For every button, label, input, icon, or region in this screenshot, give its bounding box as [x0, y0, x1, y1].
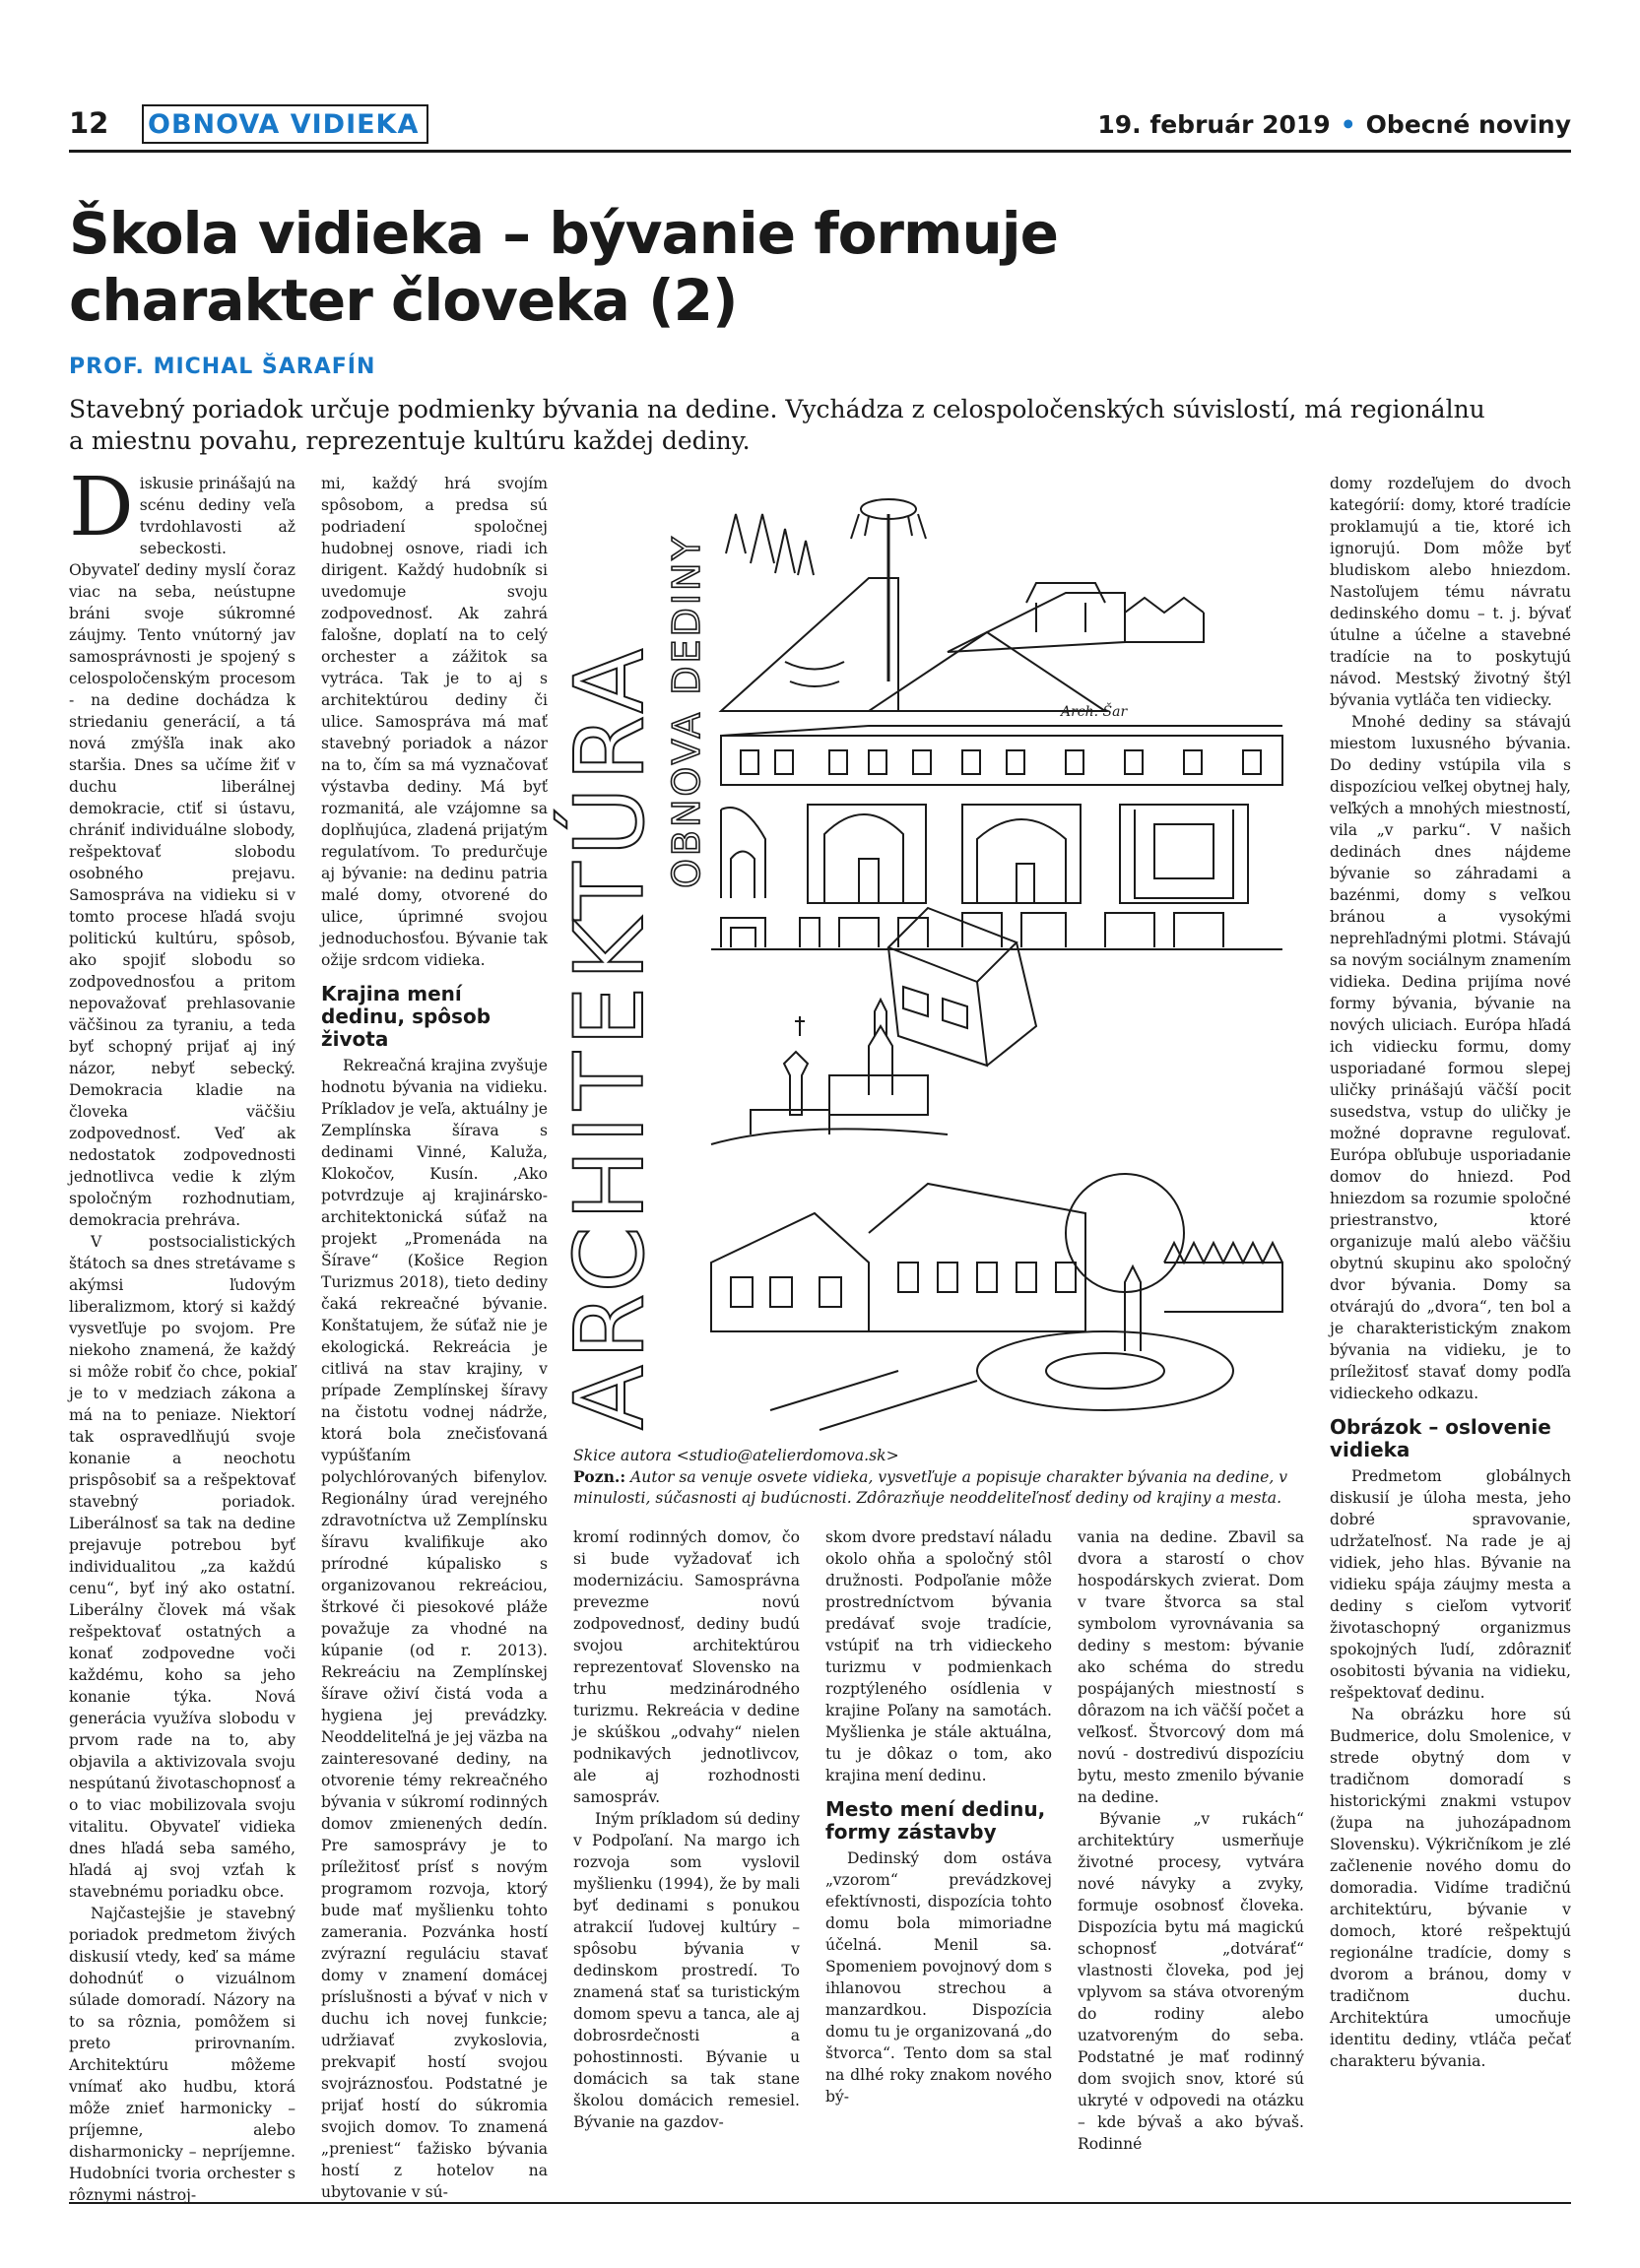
- paragraph: domy rozdeľujem do dvoch kategórií: domy, ktoré tradície proklamujú a tie, ktoré ich ignorujú. Dom môže byť bludiskom alebo hniezdom. Nastoľujem tému návratu dedinského domu – t. j. bývať útulne a účelne a stavebné tradície na to poskytujú návod. Mestský životný štýl bývania vytláča ten vidiecky.: [1330, 475, 1571, 709]
- text-column-6: [1330, 473, 1571, 2072]
- text-column-3: [573, 1526, 800, 2133]
- header-rule: [69, 150, 1571, 153]
- paragraph: Diskusie prinášajú na scénu dediny veľa tvrdohlavosti až sebeckosti. Obyvateľ dediny myslí čoraz viac na seba, neústupne bráni svoje súkromné záujmy. Tento vnútorný jav samosprávnosti je spojený s celospoločenským procesom - na dedine dochádza k striedaniu generácií, a tá nová zmýšľa inak ako staršia. Dnes sa učíme žiť v duchu liberálnej demokracie, ctiť si ústavu, chrániť individuálne slobody, rešpektovať slobodu osobného prejavu. Samospráva na vidieku si v tomto procese hľadá svoju politickú kultúru, spôsob, ako spojiť slobodu so zodpovednosťou a pritom nepovažovať prehlasovanie väčšinou za tyraniu, a teda byť schopný prijať aj iný názor, nebyť sebecký. Demokracia kladie na človeka väčšiu zodpovednosť. Veď ak nedostatok zodpovednosti jednotlivca vedie k zlým spoločným rozhodnutiam, demokracia prehráva.: [69, 461, 295, 1229]
- paragraph: skom dvore predstaví náladu okolo ohňa a spoločný stôl družnosti. Podpoľanie môže prostredníctvom bývania predávať svoje tradície, vstúpiť na trh vidieckeho turizmu v podmienkach rozptýleného osídlenia v krajine Poľany na samotách. Myšlienka je stále aktuálna, tu je dôkaz o tom, ako krajina mení dedinu.: [825, 1528, 1052, 1784]
- paragraph: Najčastejšie je stavebný poriadok predmetom živých diskusií vtedy, keď sa máme dohodnúť o vizuálnom súlade domoradí. Názory na to sa rôznia, pomôžem si preto prirovnaním. Architektúru môžeme vnímať ako hudbu, ktorá môže znieť harmonicky – príjemne, alebo disharmonicky – nepríjemne. Hudobníci tvoria orchester s rôznymi nástroj-: [69, 1905, 295, 2204]
- subheading: Obrázok – oslovenie vidieka: [1330, 1415, 1551, 1461]
- paragraph: Na obrázku hore sú Budmerice, dolu Smolenice, v strede obytný dom v tradičnom domoradí s historickými znakmi vstupov (župa na juhozápadnom Slovensku). Výkričníkom je zlé začlenenie nového domu do domoradia. Vidíme tradičnú architektúru, bývanie v domoch, ktoré rešpektujú regionálne tradície, domy s dvorom a bránou, domy v tradičnom duchu. Architektúra umocňuje identitu dediny, vtláča pečať charakteru bývania.: [1330, 1706, 1571, 2070]
- publication-name: Obecné noviny: [1365, 110, 1571, 139]
- paragraph: Predmetom globálnych diskusií je úloha mesta, jeho dobré spravovanie, udržateľnosť. Na rade je aj vidiek, jeho hlas. Bývanie na vidieku spája záujmy mesta a dediny s cieľom vytvoriť životaschopný organizmus spokojných ľudí, zdôrazniť osobitosti bývania na vidieku, rešpektovať dedinu.: [1330, 1467, 1571, 1702]
- section-label: OBNOVA VIDIEKA: [142, 104, 428, 144]
- text-column-5: [1078, 1526, 1304, 2155]
- article-lead: Stavebný poriadok určuje podmienky bývania na dedine. Vychádza z celospoločenských súvislostí, má regionálnu a miestnu povahu, reprezentuje kultúru každej dediny.: [69, 395, 1485, 455]
- article-author: PROF. MICHAL ŠARAFÍN: [69, 355, 376, 379]
- text-column-2: [321, 473, 548, 2203]
- caption-note: Pozn.: Autor sa venuje osvete vidieka, vysvetľuje a popisuje charakter bývania na dedine, v minulosti, súčasnosti aj budúcnosti. Zdôrazňuje neoddeliteľnosť dediny od krajiny a mesta.: [573, 1467, 1288, 1507]
- caption-note-label: Pozn.:: [573, 1467, 626, 1486]
- footer-rule: [69, 2202, 1571, 2204]
- header-info: [1097, 110, 1571, 139]
- page-header: [69, 106, 1571, 150]
- paragraph: mi, každý hrá svojím spôsobom, a predsa sú podriadení spoločnej hudobnej osnove, riadi ich dirigent. Každý hudobník si uvedomuje svoju zodpovednosť. Ak zahrá falošne, doplatí na to celý orchester a zážitok sa vytráca. Tak je to aj s architektúrou dediny či ulice. Samospráva má mať stavebný poriadok a názor na to, čím sa má vyznačovať výstavba dediny. Má byť rozmanitá, ale vzájomne sa doplňujúca, zladená prijatým regulatívom. To predurčuje aj bývanie: na dedinu patria malé domy, otvorené do ulice, úprimné svojou jednoduchosťou. Bývanie tak ožije srdcom vidieka.: [321, 475, 548, 969]
- text-column-1: [69, 461, 295, 2206]
- architecture-sketch-illustration: [555, 485, 1302, 1442]
- caption-credit: Skice autora <studio@atelierdomova.sk>: [573, 1447, 899, 1464]
- paragraph: Iným príkladom sú dediny v Podpoľaní. Na margo ich rozvoja som vyslovil myšlienku (1994), že by mali byť dedinami s ponukou atrakcií ľudovej kultúry – spôsobu bývania v dedinskom prostredí. To znamená stať sa turistickým domom spevu a tanca, ale aj dobrosrdečnosti a pohostinnosti. Bývanie u domácich sa tak stane školou domácich remesiel. Bývanie na gazdov-: [573, 1810, 800, 2131]
- paragraph: kromí rodinných domov, čo si bude vyžadovať ich modernizáciu. Samosprávna prevezme novú zodpovednosť, dediny budú svojou architektúrou reprezentovať Slovensko na trhu medzinárodného turizmu. Rekreácia v dedine je skúškou „odvahy“ nielen podnikavých jednotlivcov, ale aj rozhodnosti samospráv.: [573, 1528, 800, 1806]
- page-number: 12: [69, 106, 109, 140]
- bullet-separator: •: [1340, 110, 1356, 139]
- subheading: Krajina mení dedinu, spôsob života: [321, 982, 492, 1051]
- paragraph: Dedinský dom ostáva „vzorom“ prevádzkovej efektívnosti, dispozícia tohto domu bola mimoriadne účelná. Menil sa. Spomeniem povojnový dom s ihlanovou strechou a manzardkou. Dispozícia domu tu je organizovaná „do štvorca“. Tento dom sa stal na dlhé roky znakom nového bý-: [825, 1849, 1052, 2106]
- article-title: Škola vidieka – bývanie formuje charakter človeka (2): [69, 200, 1058, 334]
- subheading: Mesto mení dedinu, formy zástavby: [825, 1797, 1046, 1844]
- paragraph: Rekreačná krajina zvyšuje hodnotu bývania na vidieku. Príkladov je veľa, aktuálny je Zemplínska šírava s dedinami Vinné, Kaluža, Klokočov, Kusín. ,Ako potvrdzuje aj krajinársko-architektonická súťaž na projekt „Promenáda na Šírave“ (Košice Region Turizmus 2018), tieto dediny čaká rekreačné bývanie. Konštatujem, že súťaž nie je ekologická. Rekreácia je citlivá na stav krajiny, v prípade Zemplínskej šíravy na čistotu vodnej nádrže, ktorá bola znečisťovaná vypúšťaním polychlórovaných bifenylov. Regionálny úrad verejného zdravotníctva už Zemplínsku šíravu kvalifikuje ako prírodné kúpalisko s organizovanou rekreáciou, štrkové či piesokové pláže považuje za vhodné na kúpanie (od r. 2013). Rekreáciu na Zemplínskej šírave oživí čistá voda a hygiena jej prevádzky. Neoddeliteľná je jej väzba na zainteresované dediny, na otvorenie témy rekreačného bývania v súkromí rodinných domov zmienených dedín. Pre samosprávy je to príležitosť prísť s novým programom rozvoja, ktorý bude mať myšlienku tohto zamerania. Pozvánka hostí zvýrazní reguláciu stavať domy v znamení domácej príslušnosti a bývať v nich v duchu ich novej funkcie; udržiavať zvykoslovia, prekvapiť hostí svojou svojráznosťou. Podstatné je prijať hostí do súkromia svojich domov. To znamená „preniest“ ťažisko bývania hostí z hotelov na ubytovanie v sú-: [321, 1057, 548, 2201]
- paragraph: vania na dedine. Zbavil sa dvora a starostí o chov hospodárskych zvierat. Dom v tvare štvorca sa stal symbolom vyrovnávania sa dediny s mestom: bývanie ako schéma do stredu pospájaných miestností s dôrazom na ich väčší počet a veľkosť. Štvorcový dom má novú - dostredivú dispozíciu bytu, mesto zmenilo bývanie na dedine.: [1078, 1528, 1304, 1806]
- drop-cap: D: [69, 461, 134, 554]
- paragraph: Mnohé dediny sa stávajú miestom luxusného bývania. Do dediny vstúpila vila s dispozíciou veľkej obytnej haly, veľkých a mnohých miestností, vila „v parku“. V našich dedinách dnes nájdeme bývanie so záhradami a bazénmi, domy s veľkou bránou a vysokými neprehľadnými plotmi. Stávajú sa novým sociálnym znamením vidieka. Dedina prijíma nové formy bývania, bývanie na nových uliciach. Európa hľadá ich vidiecku formu, domy usporiadané formou slepej uličky prinášajú väčší pocit susedstva, vstup do uličky je možné dopravne regulovať. Európa obľubuje usporiadanie domov do hniezd. Pod hniezdom sa rozumie spoločné priestranstvo, ktoré organizuje malú alebo väčšiu obytnú skupinu ako spoločný dvor bývania. Domy sa otvárajú do „dvora“, ten bol a je charakteristickým znakom bývania na vidieku, je to príležitosť stavať domy podľa vidieckeho odkazu.: [1330, 713, 1571, 1402]
- text-column-4: [825, 1526, 1052, 2107]
- issue-date: 19. február 2019: [1097, 110, 1331, 139]
- vertical-title-obnova-dediny: OBNOVA DEDINY: [665, 534, 708, 888]
- artist-signature: Arch. Šar: [1061, 704, 1128, 720]
- paragraph: V postsocialistických štátoch sa dnes stretávame s akýmsi ľudovým liberalizmom, ktorý si každý vysvetľuje po svojom. Pre niekoho znamená, že každý si môže robiť čo chce, pokiaľ je to v medziach zákona a má na to peniaze. Niektorí tak ospravedlňujú svoje konanie a neochotu prispôsobiť sa a rešpektovať stavebný poriadok. Liberálnosť sa tak na dedine prejavuje potrebou byť individualitou „za každú cenu“, byť iný ako ostatní. Liberálny človek má však rešpektovať ostatných a konať zodpovedne voči každému, koho sa jeho konanie týka. Nová generácia využíva slobodu v prvom rade na to, aby objavila a aktivizovala svoju nespútanú životaschopnosť a o to viac mobilizovala svoju vitalitu. Obyvateľ vidieka dnes hľadá seba samého, hľadá aj svoj vzťah k stavebnému poriadku obce.: [69, 1233, 295, 1901]
- paragraph: Bývanie „v rukách“ architektúry usmerňuje životné procesy, vytvára nové návyky a zvyky, formuje osobnosť človeka. Dispozícia bytu má magickú schopnosť „dotvárať“ vlastnosti človeka, pod jej vplyvom sa stáva otvoreným do rodiny alebo uzatvoreným do seba. Podstatné je mať rodinný dom svojich snov, ktoré sú ukryté v odpovedi na otázku – kde bývaš a ako bývaš. Rodinné: [1078, 1810, 1304, 2153]
- vertical-title-architektura: ARCHITEKTÚRA: [555, 642, 665, 1430]
- image-caption: [573, 1446, 1322, 1509]
